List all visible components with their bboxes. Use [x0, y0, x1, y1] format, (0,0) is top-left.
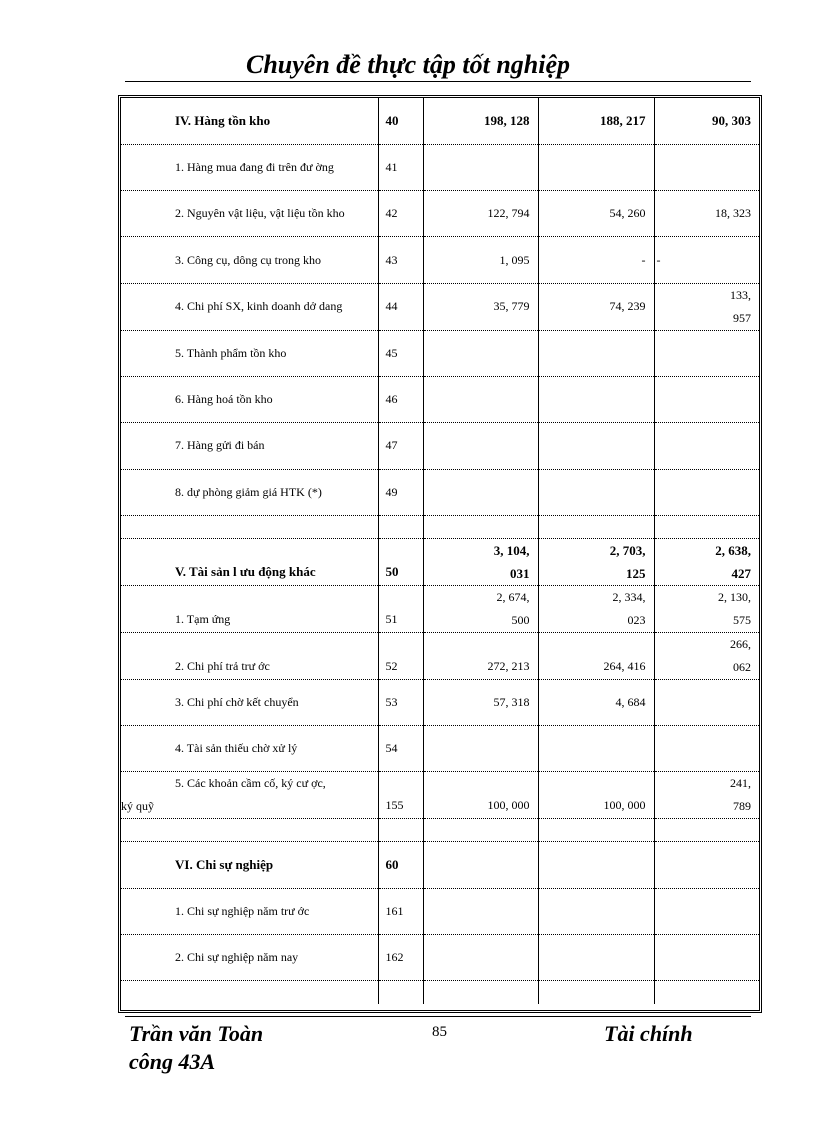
row-name: 8. dự phòng giảm giá HTK (*): [121, 469, 378, 515]
spacer-cell: [121, 819, 378, 842]
row-value-3-line2: 062: [733, 659, 751, 674]
row-code: 45: [378, 330, 423, 376]
spacer-cell: [654, 981, 759, 1004]
table-row: [121, 423, 759, 469]
row-name: 7. Hàng gửi đi bán: [121, 423, 378, 469]
row-value-3: [654, 888, 759, 934]
row-code: 47: [378, 423, 423, 469]
row-code: 51: [378, 585, 423, 632]
row-value-2: [538, 726, 654, 772]
row-value-2: 54, 260: [538, 191, 654, 237]
row-name: 1. Tạm ứng: [121, 585, 378, 632]
row-name: 3. Công cụ, dông cụ trong kho: [121, 237, 378, 283]
row-value-1: [423, 585, 538, 632]
spacer-cell: [423, 981, 538, 1004]
footer-department: Tài chính: [604, 1021, 693, 1046]
row-value-1: [423, 330, 538, 376]
row-value-3: [654, 237, 759, 283]
table-row: [121, 283, 759, 330]
row-name-line2: ký quỹ: [121, 799, 154, 814]
row-name: 2. Chi sự nghiệp năm nay: [121, 935, 378, 981]
footer-divider: [125, 1016, 751, 1017]
row-value-3: 90, 303: [654, 98, 759, 144]
row-value-2: [538, 469, 654, 515]
row-code: 49: [378, 469, 423, 515]
row-value-1: [423, 376, 538, 422]
row-value-1: [423, 469, 538, 515]
row-name: 1. Chi sự nghiệp năm trư ớc: [121, 888, 378, 934]
row-value-1-line1: 2, 674,: [496, 589, 530, 604]
table-row: [121, 98, 759, 144]
row-value-1: 57, 318: [423, 679, 538, 725]
row-value-1-line2: 500: [511, 612, 530, 627]
row-value-3: [654, 330, 759, 376]
row-name: 4. Tài sản thiếu chờ xử lý: [121, 726, 378, 772]
row-value-1: [423, 538, 538, 585]
spacer-cell: [378, 515, 423, 538]
row-value-3: [654, 842, 759, 888]
table-row: [121, 726, 759, 772]
table-row: [121, 772, 759, 819]
row-value-3: [654, 585, 759, 632]
row-value-2-line2: 125: [626, 565, 646, 581]
row-value-1: [423, 144, 538, 190]
row-value-3-text: -: [656, 252, 661, 267]
row-code: 155: [378, 772, 423, 819]
row-name: 1. Hàng mua đang đi trên đư ờng: [121, 144, 378, 190]
row-value-2: [538, 842, 654, 888]
row-name: IV. Hàng tồn kho: [121, 98, 378, 144]
row-code: 162: [378, 935, 423, 981]
table-row: [121, 330, 759, 376]
row-value-2: 100, 000: [538, 772, 654, 819]
table-row-spacer: [121, 981, 759, 1004]
row-value-2: [538, 423, 654, 469]
row-value-2: [538, 144, 654, 190]
row-value-2: 74, 239: [538, 283, 654, 330]
row-code: 42: [378, 191, 423, 237]
row-value-3: [654, 935, 759, 981]
row-name: V. Tài sản l ưu động khác: [121, 538, 378, 585]
row-name: 3. Chi phí chờ kết chuyển: [121, 679, 378, 725]
spacer-cell: [654, 515, 759, 538]
row-value-2-line1: 2, 334,: [612, 589, 646, 604]
row-value-1: 122, 794: [423, 191, 538, 237]
footer-author-line1: Trần văn Toàn: [129, 1021, 264, 1046]
row-value-1: 1, 095: [423, 237, 538, 283]
row-value-1: [423, 423, 538, 469]
table-row: [121, 935, 759, 981]
row-value-3: [654, 538, 759, 585]
row-value-1: [423, 935, 538, 981]
spacer-cell: [538, 981, 654, 1004]
row-name: 2. Chi phí trả trư ớc: [121, 632, 378, 679]
table-row-spacer: [121, 819, 759, 842]
row-name: 4. Chi phí SX, kinh doanh dở dang: [121, 283, 378, 330]
row-value-3-line2: 427: [731, 565, 751, 581]
row-value-2: 188, 217: [538, 98, 654, 144]
balance-table: [121, 98, 759, 1004]
footer-author: [129, 1020, 263, 1076]
row-value-1: 272, 213: [423, 632, 538, 679]
row-value-3: [654, 283, 759, 330]
spacer-cell: [121, 515, 378, 538]
row-code: 41: [378, 144, 423, 190]
row-value-3-line1: 2, 638,: [715, 542, 751, 558]
row-value-3: [654, 144, 759, 190]
row-value-2: 4, 684: [538, 679, 654, 725]
row-name: VI. Chi sự nghiệp: [121, 842, 378, 888]
table-row: [121, 191, 759, 237]
footer-author-line2: công 43A: [129, 1049, 216, 1074]
row-value-3: [654, 772, 759, 819]
spacer-cell: [654, 819, 759, 842]
page-number: 85: [432, 1024, 447, 1040]
table-row: [121, 376, 759, 422]
table-row: [121, 842, 759, 888]
spacer-cell: [378, 981, 423, 1004]
row-value-2: 264, 416: [538, 632, 654, 679]
row-code: 53: [378, 679, 423, 725]
table-row: [121, 585, 759, 632]
row-value-3-line2: 789: [733, 799, 751, 814]
table-row: [121, 144, 759, 190]
page-header-title: Chuyên đề thực tập tốt nghiệp: [246, 50, 570, 79]
spacer-cell: [378, 819, 423, 842]
table-row: [121, 679, 759, 725]
row-value-3: [654, 423, 759, 469]
row-value-2: [538, 935, 654, 981]
row-value-3: [654, 632, 759, 679]
table-row: [121, 538, 759, 585]
row-value-2: [538, 585, 654, 632]
row-value-2: [538, 330, 654, 376]
row-value-1: [423, 726, 538, 772]
row-value-1: 100, 000: [423, 772, 538, 819]
row-name: 5. Thành phẩm tồn kho: [121, 330, 378, 376]
row-value-2: [538, 376, 654, 422]
row-value-3-line1: 2, 130,: [718, 589, 751, 604]
row-value-3-line1: 241,: [730, 776, 751, 791]
row-code: 44: [378, 283, 423, 330]
row-value-1: [423, 842, 538, 888]
spacer-cell: [121, 981, 378, 1004]
spacer-cell: [423, 819, 538, 842]
header-divider: [125, 81, 751, 82]
row-name: 6. Hàng hoá tồn kho: [121, 376, 378, 422]
row-value-2-line1: 2, 703,: [609, 542, 646, 558]
row-value-2: [538, 888, 654, 934]
row-name: [121, 772, 378, 819]
table-row-spacer: [121, 515, 759, 538]
row-value-2: [538, 538, 654, 585]
row-value-1-line2: 031: [510, 565, 530, 581]
spacer-cell: [423, 515, 538, 538]
row-code: 43: [378, 237, 423, 283]
row-code: 52: [378, 632, 423, 679]
table-row: [121, 888, 759, 934]
row-value-2: -: [538, 237, 654, 283]
row-value-3: [654, 726, 759, 772]
row-value-3: [654, 679, 759, 725]
row-name-line1: 5. Các khoản cầm cố, ký cư ợc,: [175, 776, 326, 791]
row-name: 2. Nguyên vật liệu, vật liệu tồn kho: [121, 191, 378, 237]
row-value-3: [654, 376, 759, 422]
row-value-3-line1: 266,: [730, 636, 751, 651]
table-row: [121, 469, 759, 515]
row-code: 46: [378, 376, 423, 422]
row-code: 60: [378, 842, 423, 888]
row-code: 40: [378, 98, 423, 144]
spacer-cell: [538, 515, 654, 538]
row-value-3: 18, 323: [654, 191, 759, 237]
row-value-3: [654, 469, 759, 515]
row-value-2-line2: 023: [627, 612, 646, 627]
row-value-1: 35, 779: [423, 283, 538, 330]
row-value-3-line2: 957: [733, 310, 751, 325]
row-value-1-line1: 3, 104,: [493, 542, 530, 558]
table-row: [121, 632, 759, 679]
row-code: 54: [378, 726, 423, 772]
row-value-1: 198, 128: [423, 98, 538, 144]
spacer-cell: [538, 819, 654, 842]
row-code: 50: [378, 538, 423, 585]
row-value-1: [423, 888, 538, 934]
row-value-3-line2: 575: [733, 612, 751, 627]
table-row: [121, 237, 759, 283]
row-code: 161: [378, 888, 423, 934]
row-value-3-line1: 133,: [730, 287, 751, 302]
